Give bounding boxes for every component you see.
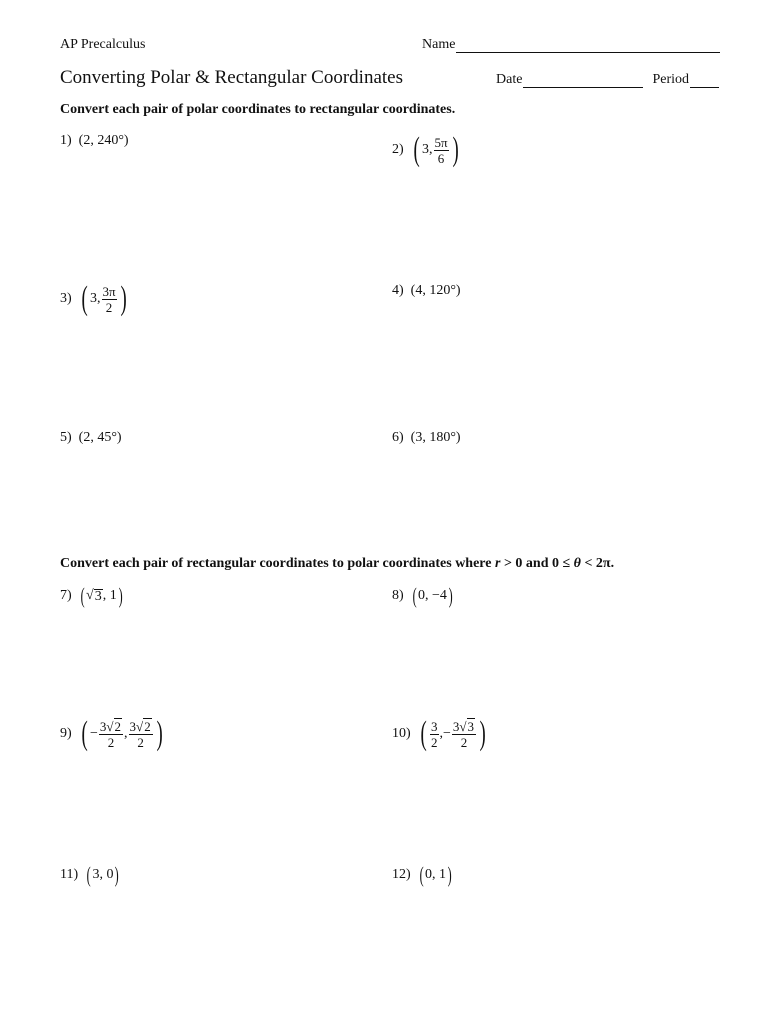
problem-number: 2) xyxy=(392,142,404,157)
fraction-numerator: 3√2 xyxy=(99,718,122,734)
problem-number: 12) xyxy=(392,867,411,882)
problem-expression: (3, 180°) xyxy=(410,430,461,445)
section2-instruction xyxy=(60,556,614,572)
left-paren: ( xyxy=(80,583,85,608)
problem-expression: 3, 0 xyxy=(92,867,114,882)
radicand: 2 xyxy=(144,718,151,734)
problem-1 xyxy=(60,133,129,149)
separator: , xyxy=(439,726,443,741)
right-paren: ) xyxy=(479,715,486,752)
coefficient: 3 xyxy=(99,718,107,734)
instruction-text: > 0 and 0 ≤ xyxy=(500,556,574,571)
problem-expression: (4, 120°) xyxy=(410,283,461,298)
problem-number: 7) xyxy=(60,588,72,603)
course-name: AP Precalculus xyxy=(60,37,146,52)
problem-number: 11) xyxy=(60,867,79,882)
left-paren: ( xyxy=(81,280,88,317)
fraction-numerator: 3√2 xyxy=(129,718,151,734)
instruction-theta-symbol: θ xyxy=(573,556,581,571)
date-period-row xyxy=(496,72,719,88)
radicand: 3 xyxy=(94,589,102,604)
problem-fraction xyxy=(434,135,449,166)
problem-8 xyxy=(392,585,454,607)
right-paren: ) xyxy=(120,280,127,317)
fraction-denominator: 2 xyxy=(137,734,144,750)
radicand: 2 xyxy=(114,718,122,734)
problem-7 xyxy=(60,585,124,607)
problem-number: 4) xyxy=(392,283,404,298)
problem-number: 1) xyxy=(60,133,72,148)
separator: , xyxy=(124,726,128,741)
problem-number: 5) xyxy=(60,430,72,445)
fraction-denominator: 6 xyxy=(437,150,445,166)
problem-4 xyxy=(392,283,461,299)
problem-r-value: 3, xyxy=(90,291,101,306)
worksheet-title: Converting Polar & Rectangular Coordinates xyxy=(60,67,403,88)
problem-expression: (2, 240°) xyxy=(78,133,129,148)
fraction-numerator: 3π xyxy=(102,283,116,299)
right-paren: ) xyxy=(448,583,453,608)
name-label: Name xyxy=(422,37,456,52)
problem-10 xyxy=(392,717,488,751)
right-paren: ) xyxy=(118,583,123,608)
period-blank xyxy=(690,74,719,88)
fraction-denominator: 2 xyxy=(431,734,438,750)
right-paren: ) xyxy=(452,131,459,168)
instruction-r-symbol: r xyxy=(494,556,501,571)
negative-sign: − xyxy=(443,726,451,741)
instruction-text: < 2π. xyxy=(580,556,615,571)
problem-fraction xyxy=(129,719,153,750)
fraction-numerator: 3 xyxy=(431,718,438,734)
left-paren: ( xyxy=(86,862,91,887)
problem-3 xyxy=(60,282,129,316)
problem-number: 3) xyxy=(60,291,72,306)
problem-expression: (2, 45°) xyxy=(78,430,122,445)
problem-r-value: 3, xyxy=(422,142,433,157)
problem-expression: , 1 xyxy=(102,588,117,603)
fraction-numerator: 5π xyxy=(434,134,448,150)
fraction-numerator: 3√3 xyxy=(452,718,475,734)
fraction-denominator: 2 xyxy=(460,734,468,750)
fraction-denominator: 2 xyxy=(105,299,113,315)
problem-fraction xyxy=(102,284,117,315)
left-paren: ( xyxy=(81,715,88,752)
left-paren: ( xyxy=(412,583,417,608)
date-blank xyxy=(523,74,643,88)
name-field xyxy=(422,37,720,53)
problem-fraction xyxy=(430,719,439,750)
problem-number: 6) xyxy=(392,430,404,445)
problem-5 xyxy=(60,430,122,446)
problem-6 xyxy=(392,430,461,446)
problem-2 xyxy=(392,133,461,167)
problem-fraction xyxy=(452,719,476,750)
left-paren: ( xyxy=(419,862,424,887)
problem-number: 9) xyxy=(60,726,72,741)
right-paren: ) xyxy=(156,715,163,752)
problem-expression: 0, 1 xyxy=(425,867,446,882)
radicand: 3 xyxy=(467,718,475,734)
coefficient: 3 xyxy=(129,718,137,734)
problem-9 xyxy=(60,717,165,751)
problem-fraction xyxy=(99,719,123,750)
section1-instruction: Convert each pair of polar coordinates to rectangular coordinates. xyxy=(60,102,456,117)
coefficient: 3 xyxy=(452,718,460,734)
period-label: Period xyxy=(652,72,689,87)
name-blank xyxy=(456,39,720,53)
square-root: √ 3 xyxy=(86,588,102,604)
problem-expression: 0, −4 xyxy=(418,588,447,603)
instruction-text: Convert each pair of rectangular coordinates to polar coordinates where xyxy=(60,556,495,571)
left-paren: ( xyxy=(420,715,427,752)
problem-number: 10) xyxy=(392,726,411,741)
negative-sign: − xyxy=(90,726,98,741)
right-paren: ) xyxy=(447,862,452,887)
right-paren: ) xyxy=(115,862,120,887)
problem-11 xyxy=(60,864,121,886)
date-label: Date xyxy=(496,72,523,87)
fraction-denominator: 2 xyxy=(107,734,115,750)
problem-number: 8) xyxy=(392,588,404,603)
left-paren: ( xyxy=(413,131,420,168)
problem-12 xyxy=(392,864,453,886)
